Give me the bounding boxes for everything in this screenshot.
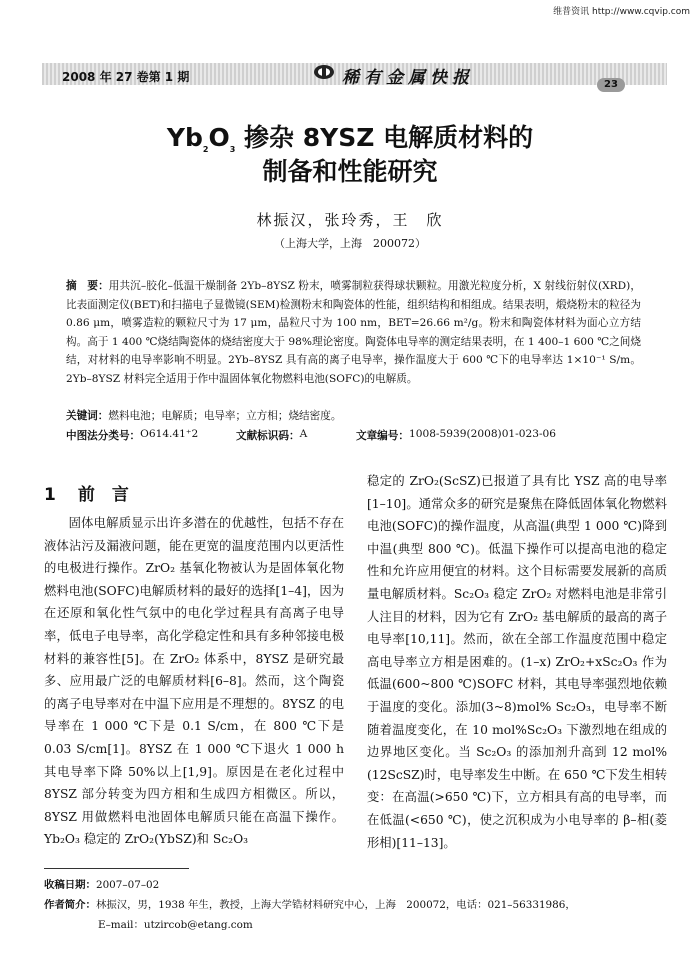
title-line-1: $Yb_2O_3$ 掺杂 8YSZ 电解质材料的 [166, 123, 534, 154]
journal-name: 稀有金属快报 [342, 68, 474, 88]
article-no-label: 文章编号： [356, 430, 409, 442]
section-heading [44, 480, 129, 505]
abstract-label: 摘 要： [66, 280, 109, 292]
right-column [367, 470, 667, 854]
journal-logo-icon [313, 64, 335, 80]
page-number: 23 [597, 78, 625, 92]
footnote-email: E–mail：utzircob@etang.com [98, 919, 253, 931]
doc-code-value: A [299, 428, 308, 440]
watermark: 维普资讯 http://www.cqvip.com [553, 7, 690, 17]
footnote-received: 收稿日期：2007–07–02 [44, 879, 160, 891]
keywords-label: 关键词： [66, 410, 109, 422]
keywords [66, 408, 641, 423]
article-no-value: 1008-5939(2008)01-023-06 [408, 428, 557, 440]
abstract-text: 用共沉–胶化–低温干燥制备 2Yb–8YSZ 粉末，喷雾制粒获得球状颗粒。用激光粒度分析，X 射线衍射仪(XRD)，比表面测定仪(BET)和扫描电子显微镜(SEM)检测粉末和陶瓷体的性能，组织结构和相组成。结果表明，煅烧粉末的粒径为 0.86 μm，喷雾造粒的颗粒尺寸为 17 μm，晶粒尺寸为 100 nm，BET=26.66 m²/g。粉末和陶瓷体材料为面心立方结构。高于 1 400 ℃烧结陶瓷体的烧结密度大于 98%理论密度。陶瓷体电导率的测定结果表明，在 1 400–1 600 ℃之间烧结，对材料的电导率影响不明显。2Yb–8YSZ 具有高的离子电导率，操作温度大于 600 ℃下的电导率达 1×10⁻¹ S/m。2Yb–8YSZ 材料完全适用于作中温固体氧化物燃料电池(SOFC)的电解质。 [66, 280, 641, 385]
issue-label: 2008 年 27 卷第 1 期 [62, 70, 190, 84]
affiliation: （上海大学，上海 200072） [274, 237, 426, 250]
left-column [44, 512, 344, 851]
clc-label: 中图法分类号： [66, 430, 141, 442]
keywords-text: 燃料电池；电解质；电导率；立方相；烧结密度。 [108, 410, 342, 422]
doc-code-label: 文献标识码： [236, 430, 300, 442]
right-paragraph: 稳定的 ZrO₂(ScSZ)已报道了具有比 YSZ 高的电导率[1–10]。通常众多的研究是聚焦在降低固体氧化物燃料电池(SOFC)的操作温度，从高温(典型 1 000 ℃)降到中温(典型 800 ℃)。低温下操作可以提高电池的稳定性和允许应用便宜的材料。这个目标需要发展新的高质量电解质材料。Sc₂O₃ 稳定 ZrO₂ 对燃料电池是非常引人注目的材料，因为它有 ZrO₂ 基电解质的最高的离子电导率[10,11]。然而，欲在全部工作温度范围中稳定高电导率立方相是困难的。(1–x) ZrO₂+xSc₂O₃ 作为低温(600~800 ℃)SOFC 材料，其电导率强烈地依赖于温度的变化。添加(3~8)mol% Sc₂O₃，电导率不断随着温度变化，在 10 mol%Sc₂O₃ 下激烈地在组成的边界地区变化。当 Sc₂O₃ 的添加剂升高到 12 mol%(12ScSZ)时，电导率发生中断。在 650 ℃下发生相转变：在高温(>650 ℃)下，立方相具有高的电导率，而在低温(<650 ℃)，使之沉积成为小电导率的 β–相(菱形相)[11–13]。 [367, 474, 667, 850]
abstract [66, 277, 641, 388]
section-title: 前 言 [77, 485, 129, 505]
footnote-author: 作者简介：林振汉，男，1938 年生，教授，上海大学锆材料研究中心，上海 200072，电话：021–56331986， [44, 899, 576, 911]
section-number: 1 [44, 485, 56, 505]
footnote-rule [44, 868, 189, 869]
clc-value: O614.41⁺2 [140, 428, 199, 440]
left-paragraph: 固体电解质显示出许多潜在的优越性，包括不存在液体沾污及漏液问题，能在更宽的温度范围内以更活性的电极进行操作。ZrO₂ 基氧化物被认为是固体氧化物燃料电池(SOFC)电解质材料的最好的选择[1–4]，因为在还原和氧化性气氛中的电化学过程具有高离子电导率，低电子电导率，高化学稳定性和具有多种邻接电极材料的兼容性[5]。在 ZrO₂ 体系中，8YSZ 是研究最多、应用最广泛的电解质材料[6–8]。然而，这个陶瓷的离子电导率对在中温下应用是不理想的。8YSZ 的电导率在 1 000 ℃下是 0.1 S/cm，在 800 ℃下是 0.03 S/cm[1]。8YSZ 在 1 000 ℃下退火 1 000 h 其电导率下降 50%以上[1,9]。原因是在老化过程中 8YSZ 部分转变为四方相和生成四方相微区。所以，8YSZ 用做燃料电池固体电解质只能在高温下操作。Yb₂O₃ 稳定的 ZrO₂(YbSZ)和 Sc₂O₃ [44, 516, 344, 847]
title-line-2: 制备和性能研究 [262, 157, 438, 186]
authors: 林振汉，张玲秀，王 欣 [256, 211, 444, 229]
